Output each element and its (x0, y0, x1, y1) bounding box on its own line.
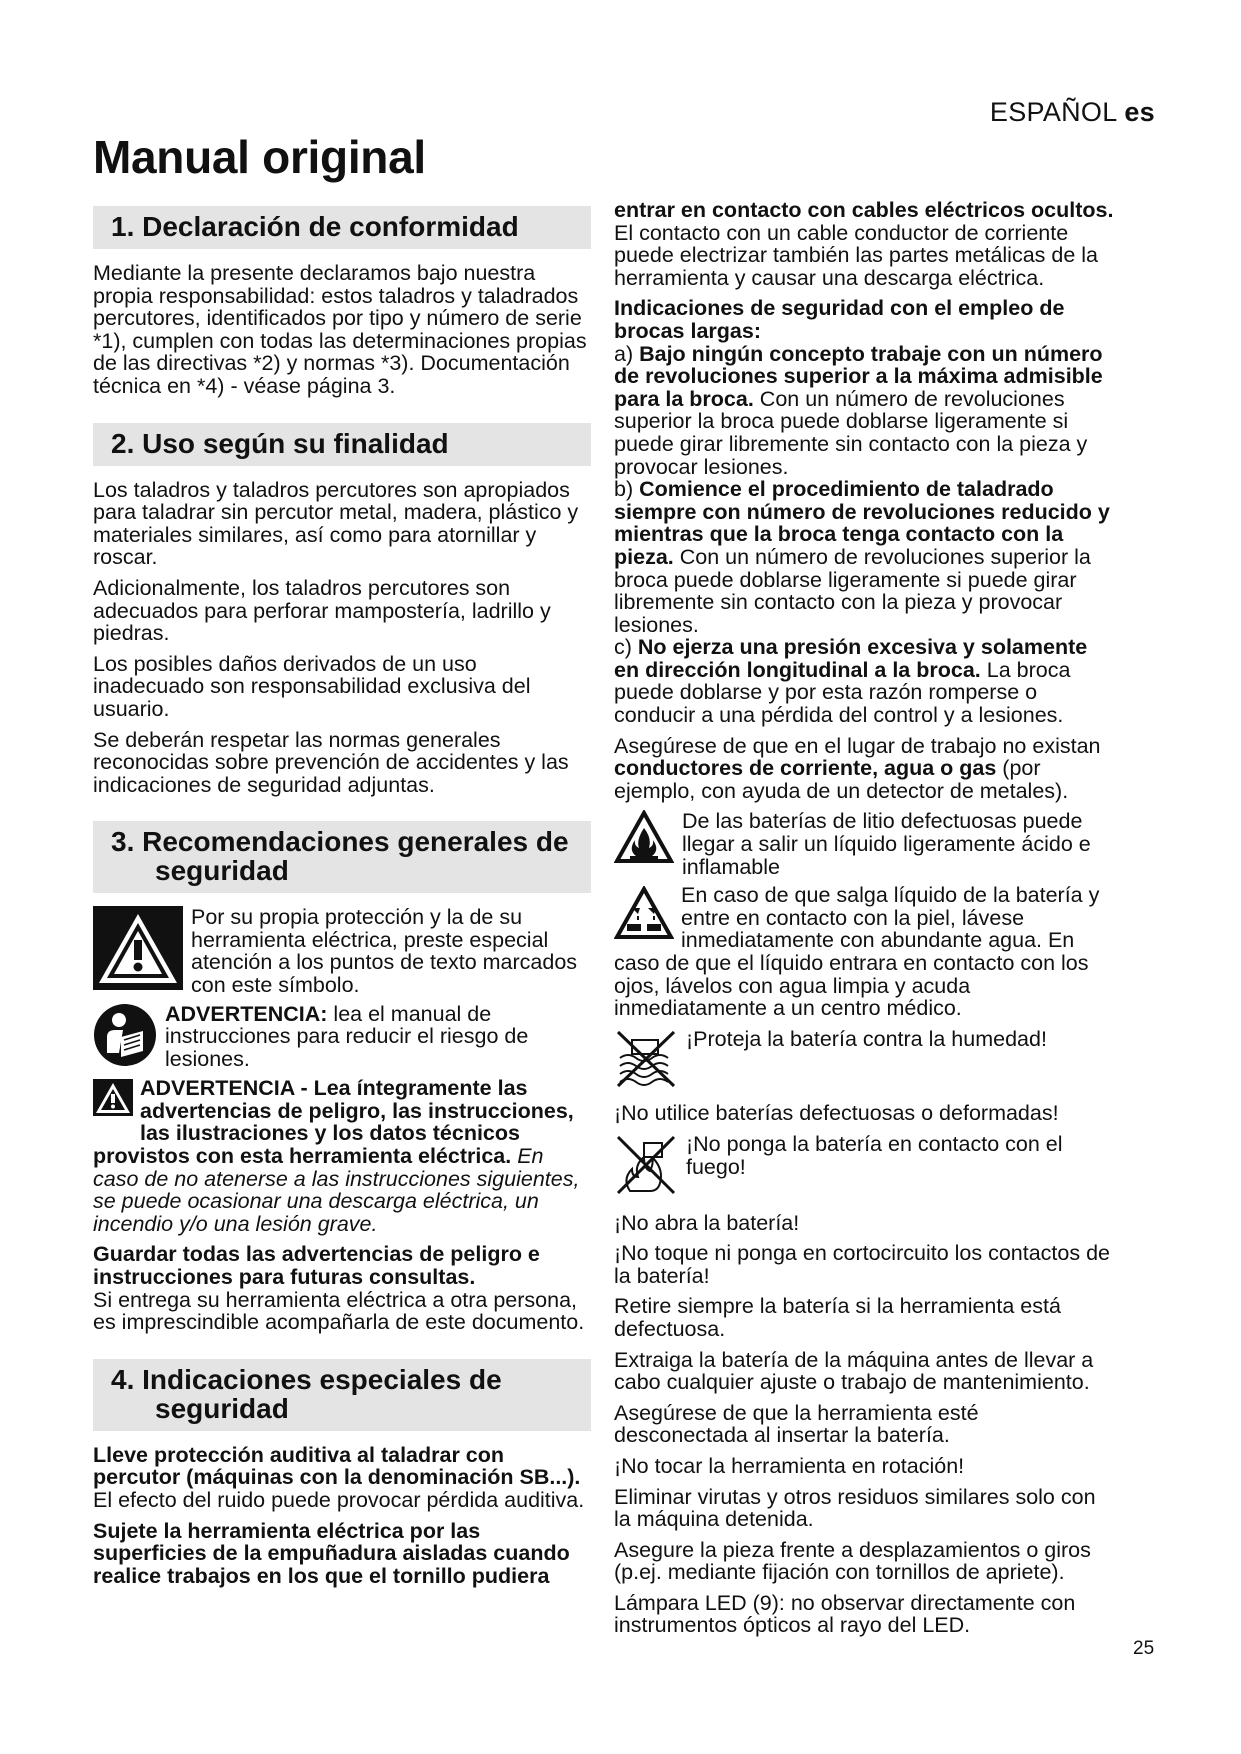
hidden-lines-post: (por ejemplo, con ayuda de un detector de metales). (614, 756, 1069, 803)
led-warning: Lámpara LED (9): no observar directamente con instrumentos ópticos al rayo del LED. (614, 1590, 1076, 1638)
language-code: es (1124, 97, 1155, 127)
hidden-cables-text: El contacto con un cable conductor de corriente puede electrizar también las partes metálicas de la herramienta y causar una descarga eléctrica. (614, 220, 1099, 290)
section-4-heading (93, 1359, 591, 1431)
secure-workpiece: Asegure la pieza frente a desplazamientos o giros (p.ej. mediante fijación con tornillos de apriete). (614, 1537, 1091, 1585)
battery-liquid-note (614, 884, 1114, 1020)
hidden-cables-bold: entrar en contacto con cables eléctricos ocultos. (614, 198, 1114, 222)
section-4-title-line1: Indicaciones especiales de (142, 1363, 502, 1395)
section-2-number: 2. (111, 427, 135, 459)
section-3-number: 3. (111, 826, 135, 858)
hidden-lines-bold: conductores de corriente, agua o gas (614, 756, 997, 781)
item-b-text: Con un número de revoluciones superior la broca puede doblarse ligeramente si puede girar libremente sin contacto con la pieza y provocar lesiones. (614, 544, 1091, 637)
long-bits-b (614, 478, 1114, 636)
hidden-cables (614, 199, 1114, 289)
battery-liquid-text: En caso de que salga líquido de la batería y entre en contacto con la piel, lávese inmediatamente con abundante agua. En caso de que el líquido entrara en contacto con los ojos, lávelos con agua limpia y acuda inmediatamente a un centro médico. (614, 883, 1100, 1021)
lithium-note (614, 810, 1114, 878)
remove-chips: Eliminar virutas y otros residuos similares solo con la máquina detenida. (614, 1484, 1096, 1532)
lithium-text: De las baterías de litio defectuosas puede llegar a salir un líquido ligeramente ácido e inflamable (682, 809, 1091, 879)
small-warning-icon (93, 1079, 133, 1121)
section-1-text: Mediante la presente declaramos bajo nuestra propia responsabilidad: estos taladros y taladrados percutores, identificados por tipo y número de serie *1), cumplen con todas las determinaciones propias de las directivas *2) y normas *3). Documentación técnica en *4) - véase página 3. (93, 261, 587, 398)
section-3-title-line2: seguridad (155, 855, 289, 887)
long-bits-c (614, 636, 1114, 726)
keep-instructions-text: Si entrega su herramienta eléctrica a otra persona, es imprescindible acompañarla de este documento. (93, 1287, 585, 1335)
section-1-number: 1. (111, 211, 135, 242)
manual-warning-text: lea el manual de instrucciones para reducir el riesgo de lesiones. (165, 1001, 529, 1071)
section-2-paragraph-3: Los posibles daños derivados de un uso inadecuado son responsabilidad exclusiva del usuario. (93, 651, 531, 721)
language-label (990, 97, 1155, 128)
item-c-text: La broca puede doblarse y por esta razón romperse o conducir a una pérdida del control y a lesiones. (614, 657, 1071, 728)
warning-symbol-note (93, 906, 591, 996)
no-open-battery: ¡No abra la batería! (614, 1210, 800, 1235)
item-c-bold: No ejerza una presión excesiva y solamente en dirección longitudinal a la broca. (614, 635, 1088, 682)
section-2-title: Uso según su finalidad (142, 427, 449, 459)
read-manual-icon (93, 1003, 157, 1072)
item-a-label: a) (614, 341, 640, 366)
fire-text: ¡No ponga la batería en contacto con el fuego! (686, 1131, 1063, 1179)
insulated-grip-bold: Sujete la herramienta eléctrica por las superficies de la empuñadura aisladas cuando realice trabajos en los que el tornillo pudiera (93, 1518, 570, 1588)
hidden-lines-check (614, 735, 1114, 803)
humidity-text: ¡Proteja la batería contra la humedad! (686, 1026, 1047, 1051)
warning-triangle-icon (93, 906, 183, 995)
keep-instructions-bold: Guardar todas las advertencias de peligro e instrucciones para futuras consultas. (93, 1242, 540, 1289)
section-2-heading (93, 423, 591, 466)
page-title: Manual original (93, 131, 426, 183)
extract-battery: Extraiga la batería de la máquina antes de llevar a cabo cualquier ajuste o trabajo de mantenimiento. (614, 1347, 1094, 1395)
section-4-number: 4. (111, 1363, 135, 1395)
remove-battery: Retire siempre la batería si la herramienta está defectuosa. (614, 1294, 1061, 1341)
hearing-protection (93, 1444, 591, 1512)
long-bits-heading: Indicaciones de seguridad con el empleo de brocas largas: (614, 296, 1065, 343)
page-number: 25 (1133, 1638, 1155, 1659)
language-name: ESPAÑOL (989, 97, 1117, 127)
no-short-circuit: ¡No toque ni ponga en cortocircuito los contactos de la batería! (614, 1241, 1110, 1288)
section-2-paragraph-4: Se deberán respetar las normas generales reconocidas sobre prevención de accidentes y las indicaciones de seguridad adjuntas. (93, 727, 569, 797)
right-column (614, 199, 1114, 1645)
hearing-protection-bold: Lleve protección auditiva al taladrar con percutor (máquinas con la denominación SB...). (93, 1442, 581, 1490)
no-defective-batteries: ¡No utilice baterías defectuosas o deformadas! (614, 1101, 1059, 1126)
item-a-text: Con un número de revoluciones superior la broca puede doblarse ligeramente si puede girar libremente sin contacto con la pieza y provocar lesiones. (614, 386, 1088, 479)
corrosive-icon (614, 886, 674, 945)
warning-symbol-text: Por su propia protección y la de su herramienta eléctrica, preste especial atención a los puntos de texto marcados con este símbolo. (191, 905, 578, 998)
hidden-lines-pre: Asegúrese de que en el lugar de trabajo no existan (614, 733, 1101, 758)
item-c-label: c) (614, 635, 638, 660)
manual-warning-label: ADVERTENCIA: (165, 1001, 328, 1026)
hearing-protection-text: El efecto del ruido puede provocar pérdida auditiva. (93, 1487, 585, 1512)
left-column (93, 206, 591, 1595)
humidity-note (614, 1028, 1114, 1093)
no-fire-icon (614, 1133, 678, 1200)
section-2-paragraph-2: Adicionalmente, los taladros percutores son adecuados para perforar mampostería, ladrillo y piedras. (93, 575, 551, 646)
no-water-icon (614, 1028, 678, 1093)
section-1-title: Declaración de conformidad (142, 211, 519, 242)
section-3-title-line1: Recomendaciones generales de (142, 826, 569, 858)
item-a-bold: Bajo ningún concepto trabaje con un número de revoluciones superior a la máxima admisible para la broca. (614, 341, 1103, 411)
item-b-label: b) (614, 477, 640, 502)
section-2-paragraph-1: Los taladros y taladros percutores son apropiados para taladrar sin percutor metal, madera, plástico y materiales similares, así como para atornillar y roscar. (93, 477, 579, 570)
long-bits-a (614, 343, 1114, 479)
read-manual-note (93, 1003, 591, 1072)
general-warning (93, 1077, 591, 1235)
section-4-title-line2: seguridad (155, 1392, 289, 1424)
fire-note (614, 1133, 1114, 1200)
item-b-bold: Comience el procedimiento de taladrado siempre con número de revoluciones reducido y mientras que la broca tenga contacto con la pieza. (614, 477, 1110, 569)
flammable-icon (614, 810, 674, 869)
ensure-switched-off: Asegúrese de que la herramienta esté desconectada al insertar la batería. (614, 1400, 979, 1448)
general-warning-italic: En caso de no atenerse a las instrucciones siguientes, se puede ocasionar una descarga eléctrica, un incendio y/o una lesión grave. (93, 1144, 580, 1236)
section-1-heading (93, 206, 591, 249)
section-3-heading (93, 821, 591, 893)
no-touch-rotating: ¡No tocar la herramienta en rotación! (614, 1453, 965, 1478)
general-warning-bold: ADVERTENCIA - Lea íntegramente las advertencias de peligro, las instrucciones, las ilustraciones y los datos técnicos provistos con esta herramienta eléctrica. (93, 1076, 574, 1169)
